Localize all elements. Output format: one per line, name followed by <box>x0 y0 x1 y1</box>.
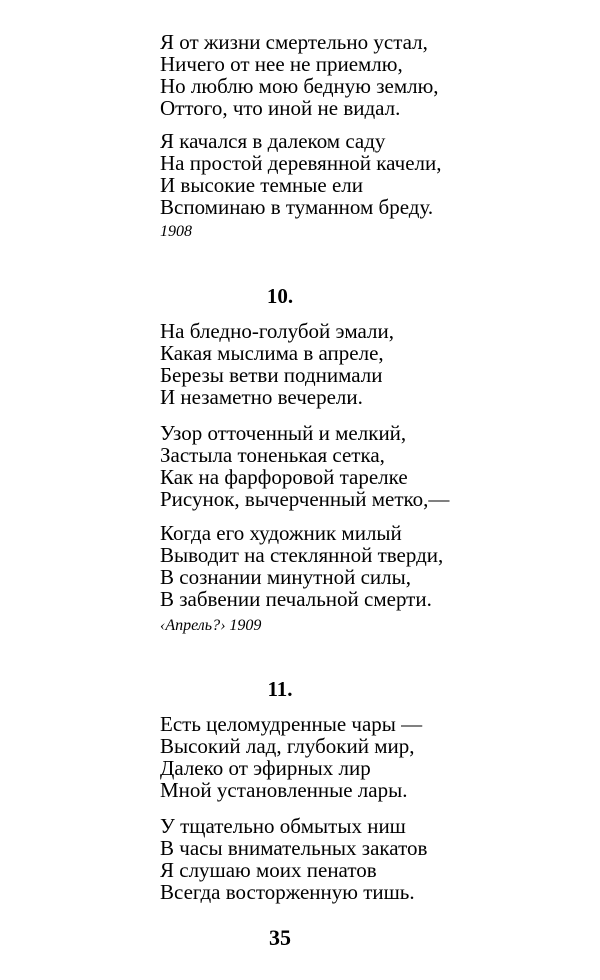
poem-11-number: 11. <box>267 677 293 701</box>
verse-line: В сознании минутной силы, <box>160 565 411 589</box>
verse-line: Когда его художник милый <box>160 521 402 545</box>
verse-line: Всегда восторженную тишь. <box>160 880 415 904</box>
verse-line: Оттого, что иной не видал. <box>160 96 401 120</box>
verse-line: Березы ветви поднимали <box>160 363 383 387</box>
poem-10-number: 10. <box>266 284 294 308</box>
verse-line: На простой деревянной качели, <box>160 151 442 175</box>
verse-line: Я слушаю моих пенатов <box>160 858 377 882</box>
verse-line: Далеко от эфирных лир <box>160 756 371 780</box>
verse-line: Но люблю мою бедную землю, <box>160 74 439 98</box>
verse-line: Выводит на стеклянной тверди, <box>160 543 444 567</box>
verse-line: В забвении печальной смерти. <box>160 587 432 611</box>
poem-10-stanza-2 <box>160 422 580 510</box>
poem-10-stanza-1 <box>160 320 580 408</box>
poem-9-stanza-2 <box>160 130 580 218</box>
verse-line: Какая мыслима в апреле, <box>160 341 384 365</box>
page-number: 35 <box>269 925 291 950</box>
verse-line: Узор отточенный и мелкий, <box>160 421 407 445</box>
verse-line: В часы внимательных закатов <box>160 836 428 860</box>
verse-line: И высокие темные ели <box>160 173 364 197</box>
verse-line: На бледно-голубой эмали, <box>160 319 394 343</box>
poem-11-stanza-1 <box>160 713 580 801</box>
verse-line: Я от жизни смертельно устал, <box>160 30 428 54</box>
verse-line: Я качался в далеком саду <box>160 129 386 153</box>
poem-9-date: 1908 <box>160 223 192 240</box>
poem-10-stanza-3 <box>160 522 580 610</box>
verse-line: Застыла тоненькая сетка, <box>160 443 385 467</box>
verse-line: И незаметно вечерели. <box>160 385 363 409</box>
verse-line: Как на фарфоровой тарелке <box>160 465 408 489</box>
poem-11-stanza-2 <box>160 815 580 903</box>
verse-line: Мной установленные лары. <box>160 778 408 802</box>
verse-line: У тщательно обмытых ниш <box>160 814 406 838</box>
verse-line: Вспоминаю в туманном бреду. <box>160 195 434 219</box>
verse-line: Ничего от нее не приемлю, <box>160 52 403 76</box>
verse-line: Рисунок, вычерченный метко,— <box>160 487 450 511</box>
poem-9-stanza-1 <box>160 31 580 119</box>
poem-10-date: ‹Апрель?› 1909 <box>160 617 262 634</box>
verse-line: Высокий лад, глубокий мир, <box>160 734 415 758</box>
verse-line: Есть целомудренные чары — <box>160 712 423 736</box>
